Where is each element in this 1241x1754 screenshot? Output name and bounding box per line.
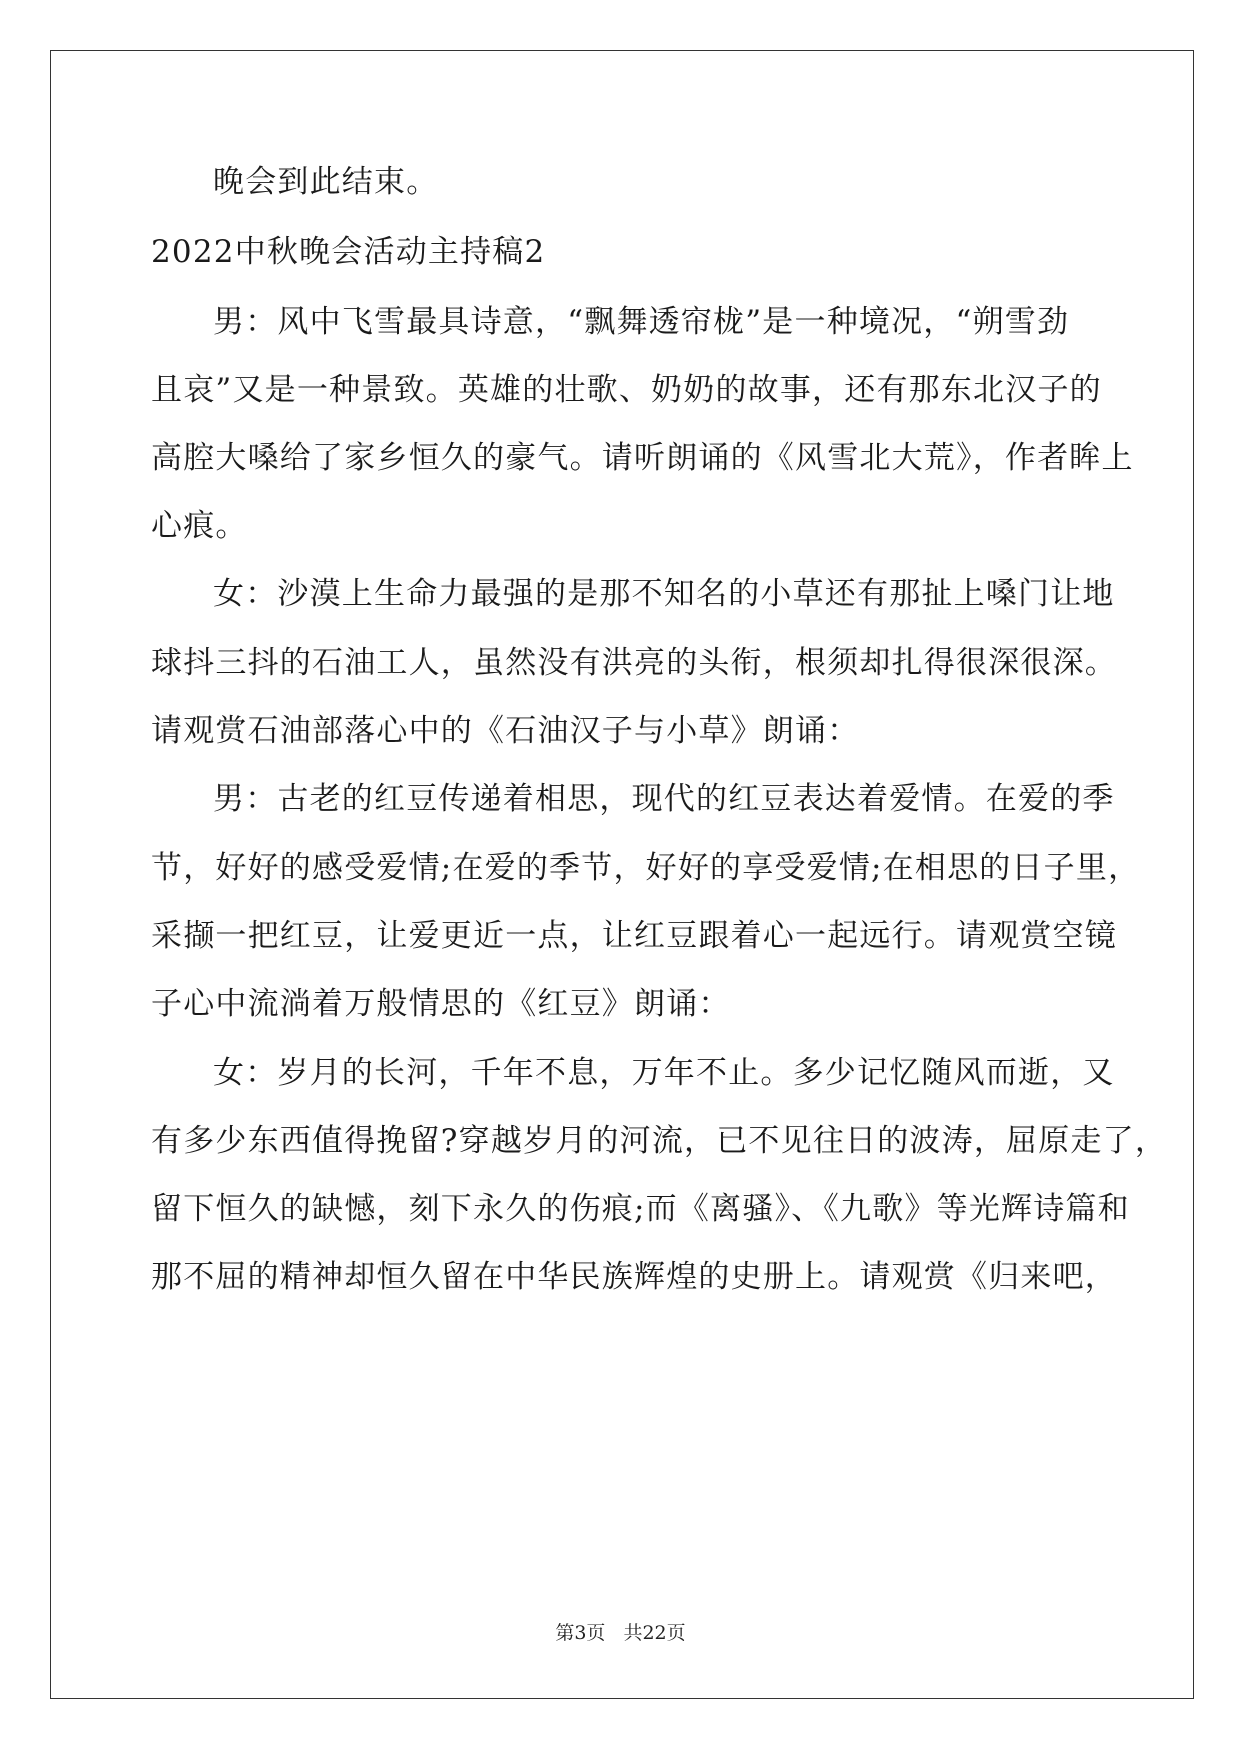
paragraph-line: 节，好好的感受爱情;在爱的季节，好好的享受爱情;在相思的日子里， — [151, 850, 1141, 886]
page-footer — [0, 1618, 1241, 1645]
closing-line: 晚会到此结束。 — [213, 164, 439, 200]
section-heading: 2022中秋晚会活动主持稿2 — [151, 234, 546, 270]
paragraph-line: 请观赏石油部落心中的《石油汉子与小草》朗诵： — [151, 713, 860, 749]
paragraph-line: 留下恒久的缺憾，刻下永久的伤痕;而《离骚》、《九歌》等光辉诗篇和 — [151, 1191, 1130, 1227]
paragraph-line: 子心中流淌着万般情思的《红豆》朗诵： — [151, 986, 731, 1022]
paragraph-line: 且哀”又是一种景致。英雄的壮歌、奶奶的故事，还有那东北汉子的 — [151, 372, 1102, 408]
paragraph-line: 高腔大嗓给了家乡恒久的豪气。请听朗诵的《风雪北大荒》，作者眸上 — [151, 440, 1134, 476]
page-number: 第3页 — [555, 1622, 606, 1644]
paragraph-line: 那不屈的精神却恒久留在中华民族辉煌的史册上。请观赏《归来吧， — [151, 1259, 1117, 1295]
paragraph-line: 男：古老的红豆传递着相思，现代的红豆表达着爱情。在爱的季 — [213, 781, 1115, 817]
paragraph-line: 球抖三抖的石油工人，虽然没有洪亮的头衔，根须却扎得很深很深。 — [151, 645, 1117, 681]
paragraph-line: 采撷一把红豆，让爱更近一点，让红豆跟着心一起远行。请观赏空镜 — [151, 918, 1117, 954]
paragraph-line: 有多少东西值得挽留?穿越岁月的河流，已不见往日的波涛，屈原走了， — [151, 1123, 1168, 1159]
paragraph-line: 心痕。 — [151, 508, 248, 544]
paragraph-line: 男：风中飞雪最具诗意，“飘舞透帘栊”是一种境况，“朔雪劲 — [213, 304, 1070, 340]
paragraph-line: 女：沙漠上生命力最强的是那不知名的小草还有那扯上嗓门让地 — [213, 576, 1115, 612]
paragraph-line: 女：岁月的长河，千年不息，万年不止。多少记忆随风而逝，又 — [213, 1055, 1115, 1091]
page-total: 共22页 — [623, 1622, 686, 1644]
